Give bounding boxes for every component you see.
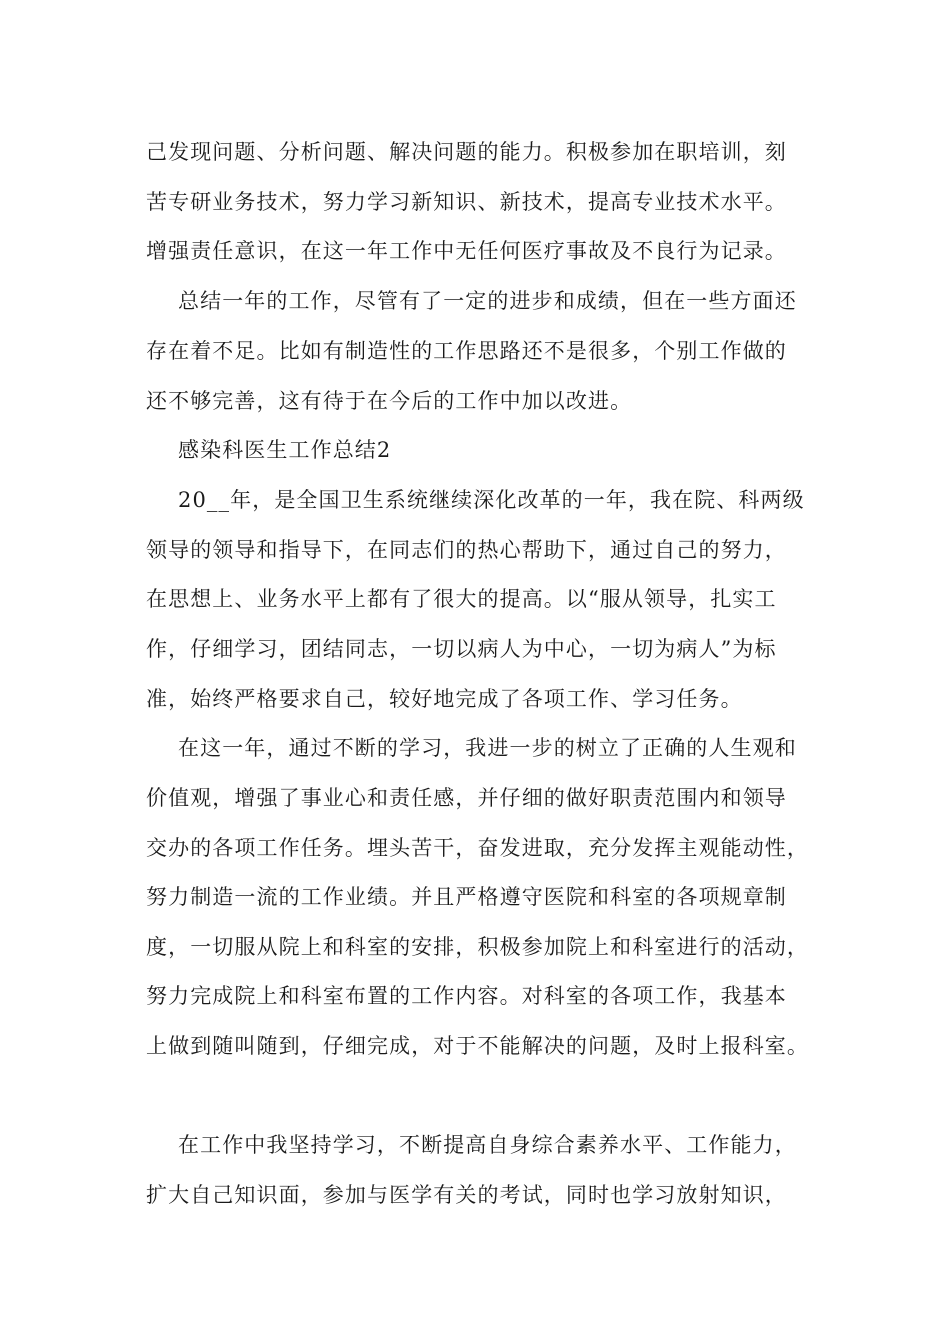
paragraph-first-line: 20__年，是全国卫生系统继续深化改革的一年，我在院、科两级 (178, 488, 805, 512)
section-heading: 感染科医生工作总结2 (178, 438, 392, 462)
text-line: 交办的各项工作任务。埋头苦干，奋发进取，充分发挥主观能动性， (146, 836, 809, 860)
text-line: 扩大自己知识面，参加与医学有关的考试，同时也学习放射知识， (146, 1183, 787, 1207)
text-line: 己发现问题、分析问题、解决问题的能力。积极参加在职培训，刻 (146, 140, 787, 164)
text-line: 苦专研业务技术，努力学习新知识、新技术，提高专业技术水平。 (146, 190, 787, 214)
text-line: 作，仔细学习，团结同志，一切以病人为中心，一切为病人”为标 (146, 637, 777, 661)
text-line: 努力制造一流的工作业绩。并且严格遵守医院和科室的各项规章制 (146, 885, 787, 909)
paragraph-first-line: 在这一年，通过不断的学习，我进一步的树立了正确的人生观和 (178, 736, 797, 760)
text-line: 价值观，增强了事业心和责任感，并仔细的做好职责范围内和领导 (146, 786, 787, 810)
text-line: 在思想上、业务水平上都有了很大的提高。以“服从领导，扎实工 (146, 587, 777, 611)
text-line: 还不够完善，这有待于在今后的工作中加以改进。 (146, 389, 633, 413)
text-line: 上做到随叫随到，仔细完成，对于不能解决的问题，及时上报科室。 (146, 1034, 809, 1058)
text-line: 领导的领导和指导下，在同志们的热心帮助下，通过自己的努力， (146, 538, 787, 562)
text-line: 度，一切服从院上和科室的安排，积极参加院上和科室进行的活动， (146, 935, 809, 959)
paragraph-first-line: 总结一年的工作，尽管有了一定的进步和成绩，但在一些方面还 (178, 289, 797, 313)
text-line: 准，始终严格要求自己，较好地完成了各项工作、学习任务。 (146, 687, 743, 711)
text-line: 存在着不足。比如有制造性的工作思路还不是很多，个别工作做的 (146, 339, 787, 363)
text-line: 增强责任意识，在这一年工作中无任何医疗事故及不良行为记录。 (146, 239, 787, 263)
text-line: 努力完成院上和科室布置的工作内容。对科室的各项工作，我基本 (146, 984, 787, 1008)
paragraph-first-line: 在工作中我坚持学习，不断提高自身综合素养水平、工作能力， (178, 1133, 797, 1157)
